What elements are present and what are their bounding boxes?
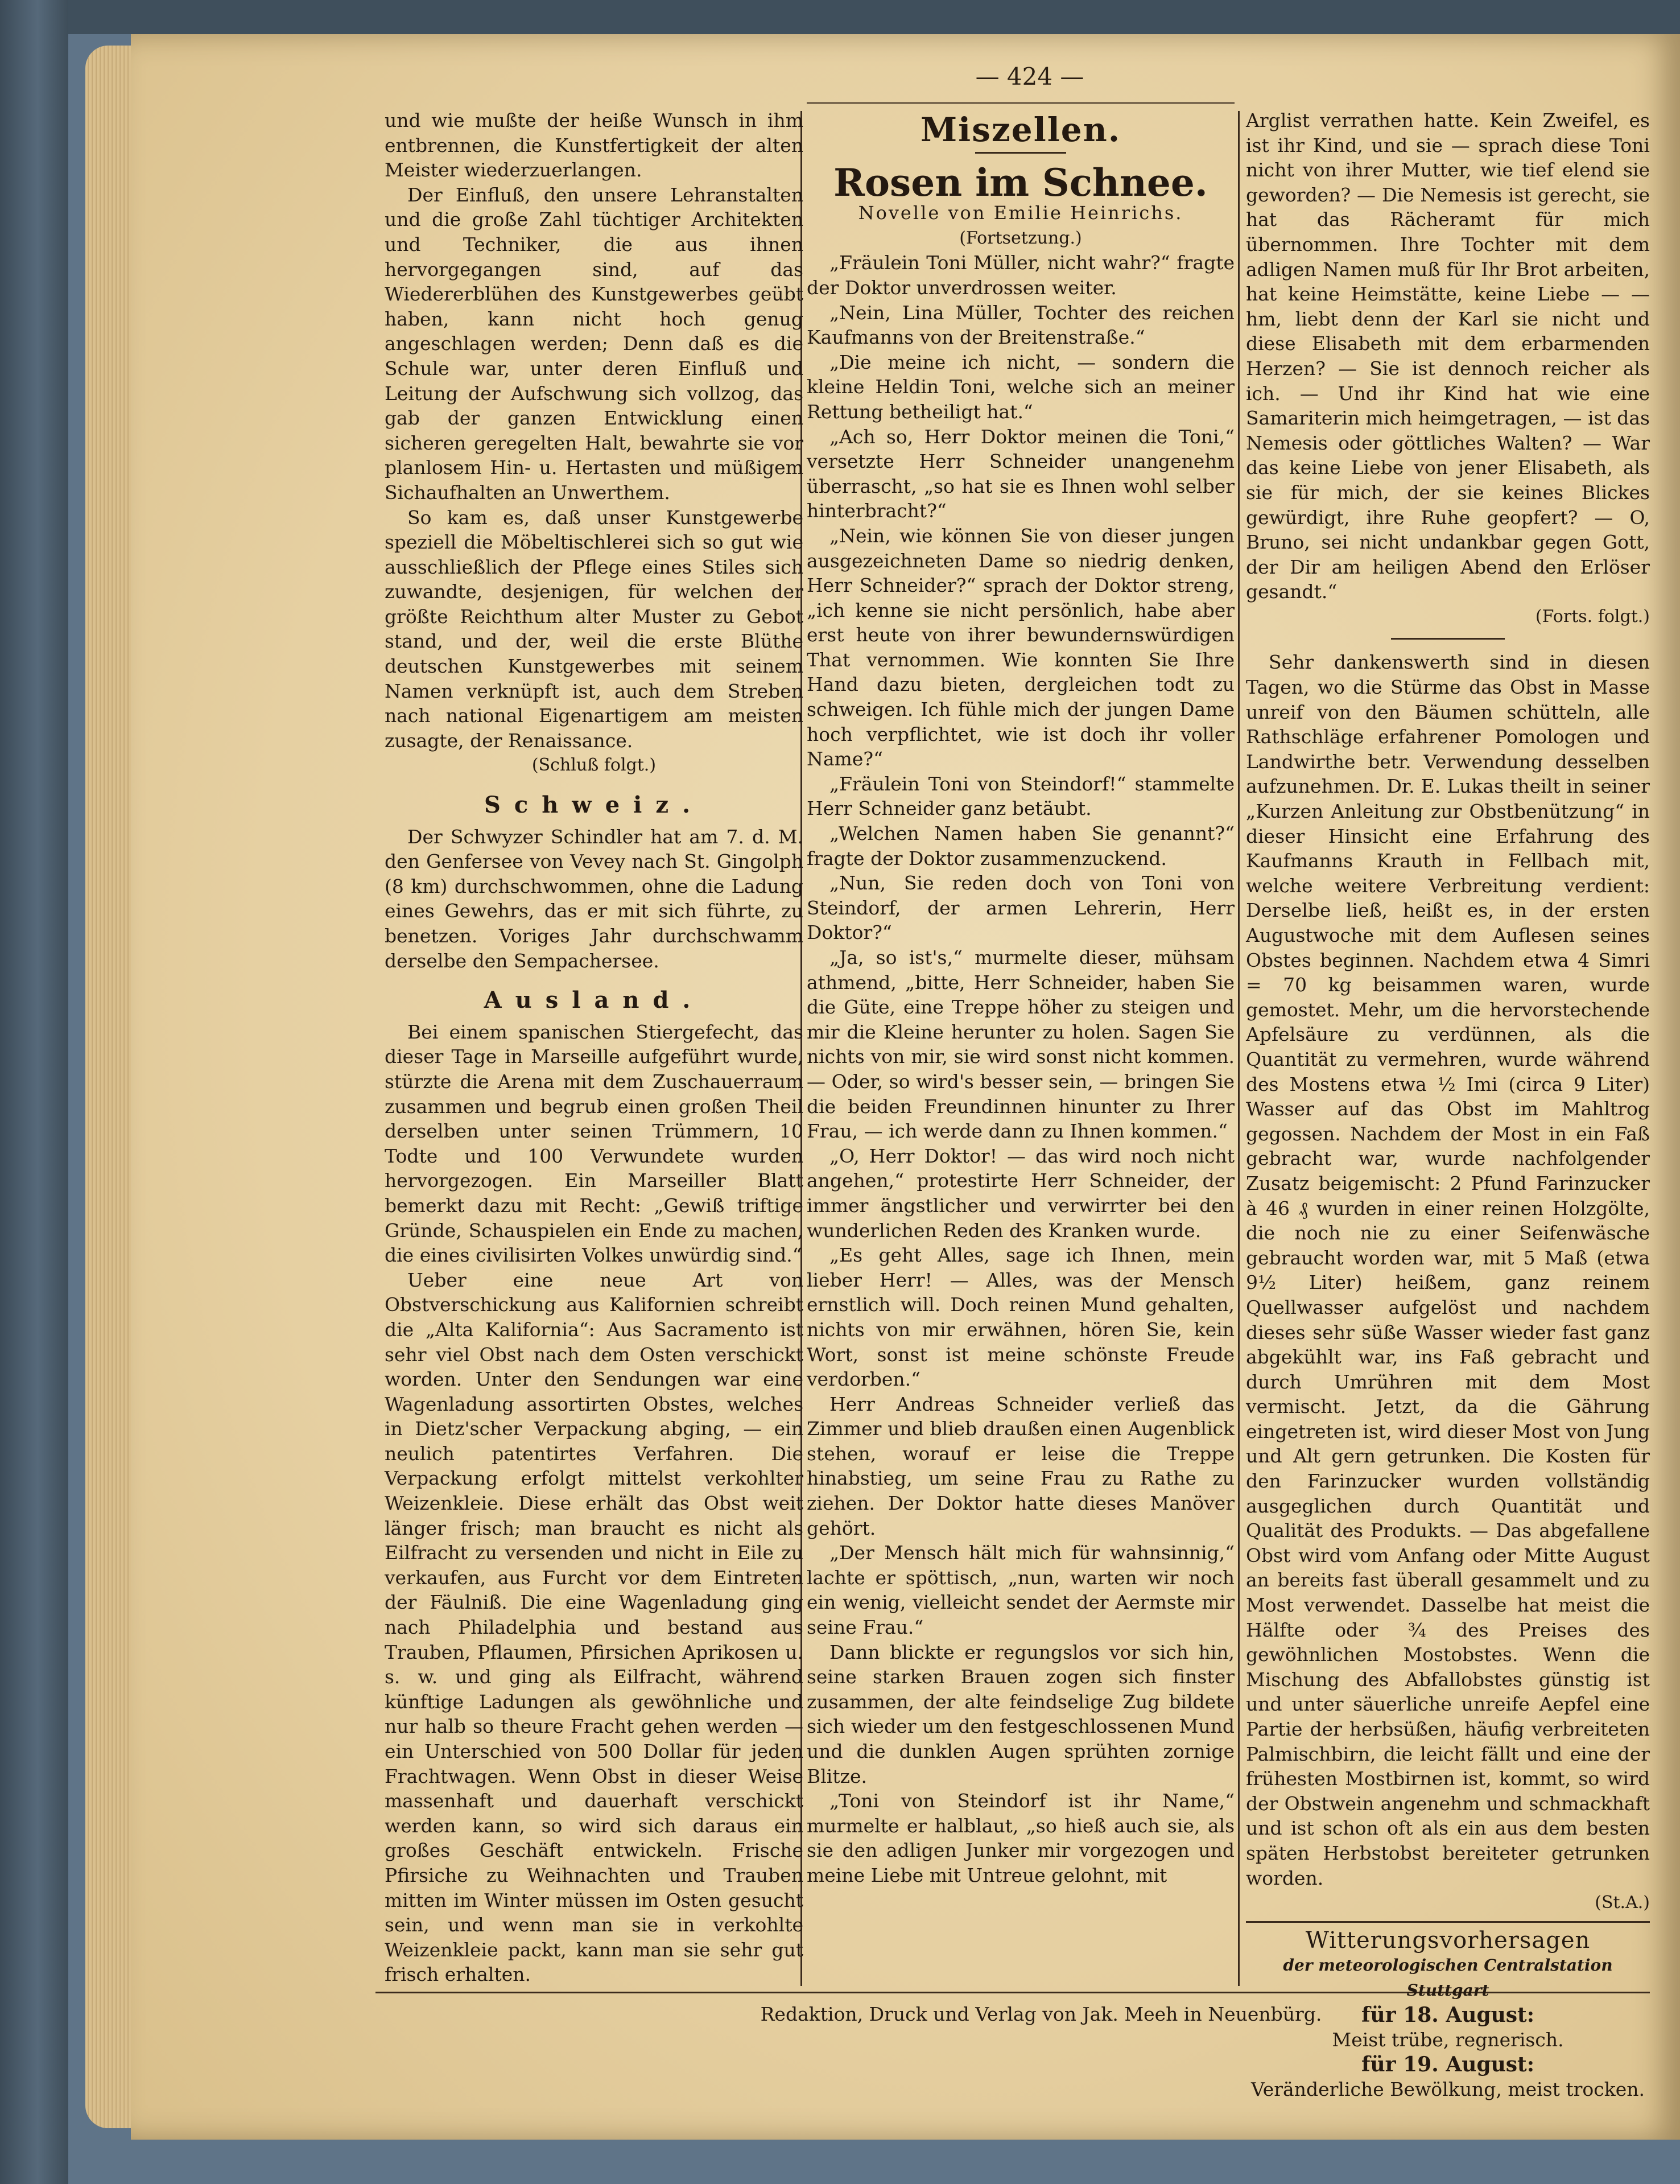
header-rule <box>807 102 1235 104</box>
heading-rule <box>975 152 1066 154</box>
article-paragraph: und wie mußte der heiße Wunsch in ihm entbrennen, die Kunstfertigkeit der alten Meister wiederzuerlangen. <box>385 109 803 182</box>
story-paragraph: „O, Herr Doktor! — das wird noch nicht angehen,“ protestirte Herr Schneider, der immer ängstlicher und verwirrter bei den wunderlichen Reden des Kranken wurde. <box>807 1144 1235 1242</box>
article-paragraph: Bei einem spanischen Stiergefecht, das dieser Tage in Marseille aufgeführt wurde, stürzte die Arena mit dem Zuschauerraum zusammen und begrub einen großen Theil derselben unter seinen Trümmern, 10 Todte und 100 Verwundete wurden hervorgezogen. Ein Marseiller Blatt bemerkt dazu mit Recht: „Gewiß triftige Gründe, Schauspielen ein Ende zu machen, die eines civilisirten Volkes unwürdig sind.“ <box>385 1020 803 1267</box>
column-right <box>1246 108 1650 2102</box>
story-paragraph: „Nein, Lina Müller, Tochter des reichen Kaufmanns von der Breitenstraße.“ <box>807 301 1235 349</box>
article-paragraph: So kam es, daß unser Kunstgewerbe speziell die Möbeltischlerei sich so gut wie ausschließlich der Pflege eines Stiles sich zuwandte, desjenigen, für welchen der größte Reichthum alter Muster zu Gebot stand, und der, weil die erste Blüthe deutschen Kunstgewerbes mit seinem Namen verknüpft ist, auch dem Streben nach national Eigenartigem am meisten zusagte, der Renaissance. <box>385 506 803 752</box>
article-paragraph: Der Einfluß, den unsere Lehranstalten und die große Zahl tüchtiger Architekten und Techniker, die aus ihnen hervorgegangen sind, auf das Wiedererblühen des Kunstgewerbes geübt haben, kann nicht hoch genug angeschlagen werden; Denn daß es die Schule war, unter deren Einfluß und Leitung der Aufschwung sich vollzog, das gab der ganzen Entwicklung einen sicheren geregelten Halt, bewahrte sie vor planlosem Hin- u. Hertasten und müßigem Sichaufhalten an Unwerthem. <box>385 183 803 504</box>
article-paragraph: Sehr dankenswerth sind in diesen Tagen, wo die Stürme das Obst in Masse unreif von den Bäumen schütteln, alle Rathschläge erfahrener Pomologen und Landwirthe betr. Verwendung desselben aufzunehmen. Dr. E. Lukas theilt in seiner „Kurzen Anleitung zur Obstbenützung“ in dieser Hinsicht eine Erfahrung des Kaufmanns Krauth in Fellbach mit, welche weitere Verbreitung verdient: Derselbe ließ, heißt es, in der ersten Augustwoche mit dem Auflesen seines Obstes beginnen. Nachdem etwa 4 Simri = 70 kg beisammen waren, wurde gemostet. Mehr, um die hervorstechende Apfelsäure zu verdünnen, als die Quantität zu vermehren, wurde während des Mostens etwa ½ Imi (circa 9 Liter) Wasser auf das Obst im Mahltrog gegossen. Nachdem der Most in ein Faß gebracht war, wurde nachfolgender Zusatz beigemischt: 2 Pfund Farinzucker à 46 ₰ wurden in einer reinen Holzgölte, die noch nie zu einer Seifenwäsche gebraucht worden war, mit 5 Maß (etwa 9½ Liter) heißem, ganz reinem Quellwasser aufgelöst und nachdem dieses sehr süße Wasser wieder fast ganz abgekühlt war, ins Faß gebracht und durch Umrühren mit dem Most vermischt. Jetzt, da die Gährung eingetreten ist, wird dieser Most von Jung und Alt gern getrunken. Die Kosten für den Farinzucker wurden vollständig ausgeglichen durch Quantität und Qualität des Produkts. — Das abgefallene Obst wird vom Anfang oder Mitte August an bereits fast überall gesammelt und zu Most verwendet. Dasselbe hat meist die Hälfte oder ¾ des Preises des gewöhnlichen Mostobstes. Wenn die Mischung des Abfallobstes günstig ist und unter säuerliche unreife Aepfel eine Partie der herbsüßen, häufig verbreiteten Palmischbirn, die leicht fällt und eine der frühesten Mostbirnen ist, kommt, so wird der Obstwein angenehm und schmackhaft und ist schon oft als ein aus dem besten späten Herbstobst bereiteter getrunken worden. <box>1246 651 1650 1889</box>
weather-forecast: Veränderliche Bewölkung, meist trocken. <box>1250 2078 1645 2101</box>
story-paragraph: „Ja, so ist's,“ murmelte dieser, mühsam athmend, „bitte, Herr Schneider, haben Sie die Güte, eine Treppe höher zu steigen und mir die Kleine herunter zu holen. Sagen Sie nichts von mir, sie wird sonst nicht kommen. — Oder, so wird's besser sein, — bringen Sie die beiden Freundinnen hinunter zu Ihrer Frau, — ich werde dann zu Ihnen kommen.“ <box>807 946 1235 1143</box>
story-paragraph: „Fräulein Toni von Steindorf!“ stammelte Herr Schneider ganz betäubt. <box>807 772 1235 820</box>
story-paragraph: „Toni von Steindorf ist ihr Name,“ murmelte er halblaut, „so hieß auch sie, als sie den adligen Junker mir vorgezogen und meine Liebe mit Untreue gelohnt, mit <box>807 1790 1235 1886</box>
continuation-note: (Forts. folgt.) <box>1535 606 1650 627</box>
story-paragraph: „Die meine ich nicht, — sondern die kleine Heldin Toni, welche sich an meiner Rettung betheiligt hat.“ <box>807 351 1235 423</box>
column-divider <box>1238 111 1240 1986</box>
weather-forecast: Meist trübe, regnerisch. <box>1332 2029 1564 2051</box>
section-rule <box>1391 638 1505 640</box>
story-paragraph: Herr Andreas Schneider verließ das Zimmer und blieb draußen einen Augenblick stehen, worauf er leise die Treppe hinabstieg, um seine Frau zu Rathe zu ziehen. Der Doktor hatte dieses Manöver gehört. <box>807 1392 1235 1539</box>
source-note: (St.A.) <box>1595 1893 1650 1913</box>
story-paragraph: „Es geht Alles, sage ich Ihnen, mein lieber Herr! — Alles, was der Mensch ernstlich will. Doch reinen Mund gehalten, nichts von mir erwähnen, hören Sie, kein Wort, sonst ist meine schönste Freude verdorben.“ <box>807 1244 1235 1391</box>
story-paragraph: Dann blickte er regungslos vor sich hin, seine starken Brauen zogen sich finster zusammen, der alte feindselige Zug bildete sich wieder um den festgeschlossenen Mund und die dunklen Augen sprühten zornige Blitze. <box>807 1641 1235 1787</box>
section-heading-miszellen: Miszellen. <box>920 110 1121 149</box>
weather-title: Witterungsvorhersagen <box>1305 1927 1591 1954</box>
column-left <box>385 108 803 1987</box>
section-heading-ausland: Ausland. <box>484 987 704 1014</box>
article-paragraph: Der Schwyzer Schindler hat am 7. d. M. den Genfersee von Vevey nach St. Gingolph (8 km) durchschwommen, ohne die Ladung eines Gewehrs, das er mit sich führte, zu benetzen. Voriges Jahr durchschwamm derselbe den Sempachersee. <box>385 825 803 972</box>
continuation-label: (Fortsetzung.) <box>959 228 1082 248</box>
section-rule <box>1246 1921 1650 1923</box>
weather-date: für 18. August: <box>1361 2002 1534 2027</box>
continuation-note: (Schluß folgt.) <box>531 755 657 776</box>
story-paragraph: Arglist verrathen hatte. Kein Zweifel, es ist ihr Kind, und sie — sprach diese Toni nicht von ihrer Mutter, wie tief elend sie geworden? — Die Nemesis ist gerecht, sie hat das Rächeramt für mich übernommen. Ihre Tochter mit dem adligen Namen muß für Ihr Brot arbeiten, hat keine Heimstätte, keine Liebe — — hm, liebt denn der Karl sie nicht und diese Elisabeth mit dem erbarmenden Herzen? — Sie ist dennoch reicher als ich. — Und ihr Kind hat wie eine Samariterin mich heimgetragen, — ist das Nemesis oder göttliches Walten? — War das keine Liebe von jener Elisabeth, als sie für mich, der sie keines Blickes gewürdigt, ihre Ruhe geopfert? — O, Bruno, sei nicht undankbar gegen Gott, der Dir am heiligen Abend den Erlöser gesandt.“ <box>1246 109 1650 603</box>
story-byline: Novelle von Emilie Heinrichs. <box>858 202 1183 224</box>
weather-date: für 19. August: <box>1361 2052 1534 2076</box>
article-paragraph: Ueber eine neue Art von Obstverschickung aus Kalifornien schreibt die „Alta Kalifornia“: Aus Sacramento ist sehr viel Obst nach dem Osten verschickt worden. Unter den Sendungen war eine Wagenladung assortirten Obstes, welches in Dietz'scher Verpackung abging, — ein neulich patentirtes Verfahren. Die Verpackung erfolgt mittelst verkohlter Weizenkleie. Diese erhält das Obst weit länger frisch; man braucht es nicht als Eilfracht zu versenden und nicht in Eile zu verkaufen, aus Furcht vor dem Eintreten der Fäulniß. Die eine Wagenladung ging nach Philadelphia und bestand aus Trauben, Pflaumen, Pfirsichen Aprikosen u. s. w. und ging als Eilfracht, während künftige Ladungen als gewöhnliche und nur halb so theure Fracht gehen werden — ein Unterschied von 500 Dollar für jeden Frachtwagen. Wenn Obst in dieser Weise massenhaft und dauerhaft verschickt werden kann, so wird sich daraus ein großes Geschäft entwickeln. Frische Pfirsiche zu Weihnachten und Trauben mitten im Winter müssen im Osten gesucht sein, und wenn man sie in verkohlte Weizenkleie packt, kann man sie sehr gut frisch erhalten. <box>385 1268 803 1986</box>
story-title: Rosen im Schnee. <box>833 160 1208 205</box>
story-paragraph: „Der Mensch hält mich für wahnsinnig,“ lachte er spöttisch, „nun, warten wir noch ein wenig, vielleicht sendet der Aermste mir seine Frau.“ <box>807 1542 1235 1639</box>
story-paragraph: „Nun, Sie reden doch von Toni von Steindorf, der armen Lehrerin, Herr Doktor?“ <box>807 872 1235 944</box>
weather-subtitle: der meteorologischen Centralstation Stuttgart <box>1283 1956 1613 2000</box>
story-paragraph: „Nein, wie können Sie von dieser jungen ausgezeichneten Dame so niedrig denken, Herr Schneider?“ sprach der Doktor streng, „ich kenne sie nicht persönlich, habe aber erst heute von ihrer bewundernswürdigen That vernommen. Wie konnten Sie Ihre Hand dazu bieten, dergleichen todt zu schweigen. Ich fühle mich der jungen Dame hoch verpflichtet, wie ist doch ihr voller Name?“ <box>807 524 1235 770</box>
book-binding <box>0 0 68 2184</box>
story-paragraph: „Welchen Namen haben Sie genannt?“ fragte der Doktor zusammenzuckend. <box>807 822 1235 870</box>
page-number: — 424 — <box>975 63 1084 90</box>
story-paragraph: „Fräulein Toni Müller, nicht wahr?“ fragte der Doktor unverdrossen weiter. <box>807 252 1235 299</box>
imprint: Redaktion, Druck und Verlag von Jak. Meeh in Neuenbürg. <box>760 2003 1322 2025</box>
column-middle <box>807 110 1235 1888</box>
section-heading-schweiz: Schweiz. <box>484 792 704 819</box>
story-paragraph: „Ach so, Herr Doktor meinen die Toni,“ versetzte Herr Schneider unangenehm überrascht, „so hat sie es Ihnen wohl selber hinterbracht?“ <box>807 425 1235 522</box>
